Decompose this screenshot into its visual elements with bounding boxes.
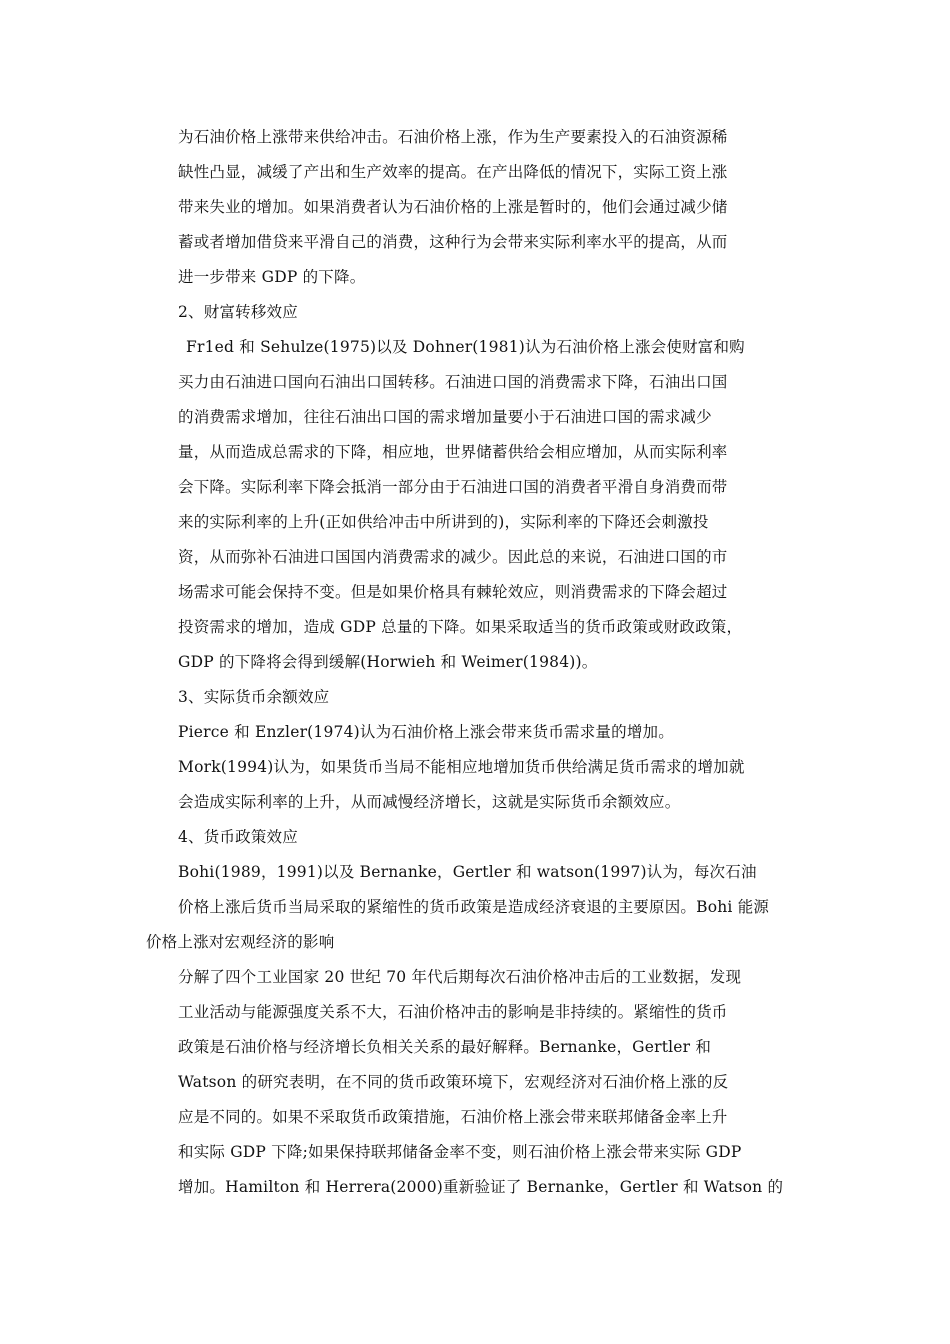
text-line: 进一步带来 GDP 的下降。 [178, 268, 366, 286]
text-line: 应是不同的。如果不采取货币政策措施，石油价格上涨会带来联邦储备金率上升 [178, 1108, 728, 1126]
text-line: 资，从而弥补石油进口国国内消费需求的减少。因此总的来说，石油进口国的市 [178, 548, 728, 566]
text-line: 带来失业的增加。如果消费者认为石油价格的上涨是暂时的，他们会通过减少储 [178, 198, 728, 216]
text-line: GDP 的下降将会得到缓解(Horwieh 和 Weimer(1984))。 [178, 653, 598, 671]
text-line: 蓄或者增加借贷来平滑自己的消费，这种行为会带来实际利率水平的提高，从而 [178, 233, 728, 251]
text-line: Mork(1994)认为，如果货币当局不能相应地增加货币供给满足货币需求的增加就 [178, 758, 745, 776]
text-line: 场需求可能会保持不变。但是如果价格具有棘轮效应，则消费需求的下降会超过 [178, 583, 728, 601]
text-line: 量，从而造成总需求的下降，相应地，世界储蓄供给会相应增加，从而实际利率 [178, 443, 728, 461]
text-line: 缺性凸显，减缓了产出和生产效率的提高。在产出降低的情况下，实际工资上涨 [178, 163, 728, 181]
text-line: 会造成实际利率的上升，从而减慢经济增长，这就是实际货币余额效应。 [178, 793, 681, 811]
text-line: 价格上涨对宏观经济的影响 [146, 933, 335, 951]
text-line: Watson 的研究表明，在不同的货币政策环境下，宏观经济对石油价格上涨的反 [178, 1073, 729, 1091]
text-line: 会下降。实际利率下降会抵消一部分由于石油进口国的消费者平滑自身消费而带 [178, 478, 728, 496]
text-line: 为石油价格上涨带来供给冲击。石油价格上涨，作为生产要素投入的石油资源稀 [178, 128, 728, 146]
section-heading: 2、财富转移效应 [178, 303, 298, 321]
text-line: 来的实际利率的上升(正如供给冲击中所讲到的)，实际利率的下降还会刺激投 [178, 513, 709, 531]
text-line: 工业活动与能源强度关系不大，石油价格冲击的影响是非持续的。紧缩性的货币 [178, 1003, 728, 1021]
section-heading: 3、实际货币余额效应 [178, 688, 330, 706]
text-line: Pierce 和 Enzler(1974)认为石油价格上涨会带来货币需求量的增加。 [178, 723, 674, 741]
text-line: 和实际 GDP 下降;如果保持联邦储备金率不变，则石油价格上涨会带来实际 GDP [178, 1143, 742, 1161]
text-line: Bohi(1989，1991)以及 Bernanke，Gertler 和 watson(1997)认为，每次石油 [178, 863, 757, 881]
text-line: 价格上涨后货币当局采取的紧缩性的货币政策是造成经济衰退的主要原因。Bohi 能源 [178, 898, 770, 916]
text-line: 的消费需求增加，往往石油出口国的需求增加量要小于石油进口国的需求减少 [178, 408, 712, 426]
text-line: 增加。Hamilton 和 Herrera(2000)重新验证了 Bernanke，Gertler 和 Watson 的 [178, 1178, 784, 1196]
text-line: 买力由石油进口国向石油出口国转移。石油进口国的消费需求下降，石油出口国 [178, 373, 728, 391]
text-line: 分解了四个工业国家 20 世纪 70 年代后期每次石油价格冲击后的工业数据，发现 [178, 968, 742, 986]
text-line: 政策是石油价格与经济增长负相关关系的最好解释。Bernanke，Gertler 和 [178, 1038, 712, 1056]
text-line: 投资需求的增加，造成 GDP 总量的下降。如果采取适当的货币政策或财政政策， [178, 618, 743, 636]
section-heading: 4、货币政策效应 [178, 828, 298, 846]
text-line: Fr1ed 和 Sehulze(1975)以及 Dohner(1981)认为石油价格上涨会使财富和购 [186, 338, 745, 356]
